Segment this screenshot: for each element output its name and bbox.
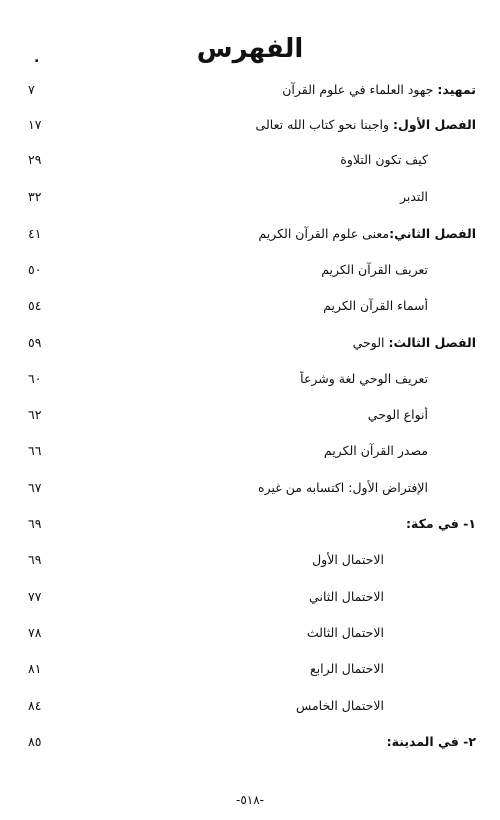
toc-row	[28, 148, 476, 170]
toc-entry	[78, 698, 476, 713]
toc-entry	[78, 516, 476, 531]
toc-entry	[78, 625, 476, 640]
toc-entry	[78, 189, 476, 204]
entry-text: واجبنا نحو كتاب الله تعالى	[255, 116, 393, 132]
page-number: ٨٥	[28, 733, 42, 749]
page-number: ٦٧	[28, 479, 42, 495]
entry-text: الإفتراض الأول: اكتسابه من غيره	[258, 479, 428, 495]
entry-text: جهود العلماء في علوم القرآن	[282, 81, 438, 97]
entry-text: الاحتمال الرابع	[310, 660, 384, 676]
page-number: ٨١	[28, 660, 42, 676]
page-number: ٧	[28, 81, 35, 97]
toc-entry	[78, 226, 476, 241]
page-number: ٧٨	[28, 624, 42, 640]
toc-row	[28, 294, 476, 316]
entry-text: أنواع الوحي	[367, 406, 428, 422]
toc-entry	[78, 589, 476, 604]
toc-row	[28, 476, 476, 498]
page-number: ٤١	[28, 225, 42, 241]
page-number: ٣٢	[28, 188, 42, 204]
toc-row	[28, 548, 476, 570]
entry-text: معنى علوم القرآن الكريم	[258, 225, 390, 241]
entry-label: الفصل الثاني:	[389, 225, 476, 241]
entry-label: تمهيد:	[437, 81, 476, 97]
page-number: ٦٦	[28, 442, 42, 458]
toc-entry	[78, 82, 476, 97]
header-dot: .	[34, 50, 40, 66]
entry-text: التدبر	[400, 188, 428, 204]
page-number: ٧٧	[28, 588, 42, 604]
toc-entry	[78, 298, 476, 313]
toc-row	[28, 621, 476, 643]
toc-row	[28, 439, 476, 461]
page-number: ٦٩	[28, 515, 42, 531]
page-number: ٢٩	[28, 151, 42, 167]
toc-entry	[78, 661, 476, 676]
entry-text: كيف تكون التلاوة	[340, 151, 428, 167]
entry-text: أسماء القرآن الكريم	[323, 297, 428, 313]
page-number: ٥٤	[28, 297, 42, 313]
toc-row	[28, 657, 476, 679]
toc-entry	[78, 552, 476, 567]
toc-entry	[78, 152, 476, 167]
entry-label: ٢- في المدينة:	[386, 733, 476, 749]
entry-text: تعريف القرآن الكريم	[321, 261, 428, 277]
entry-label: ١- في مكة:	[406, 515, 476, 531]
entry-text: مصدر القرآن الكريم	[323, 442, 428, 458]
toc-entry	[78, 734, 476, 749]
entry-label: الفصل الثالث:	[388, 334, 476, 350]
toc-row	[28, 730, 476, 752]
toc-entry	[78, 371, 476, 386]
toc-entry	[78, 335, 476, 350]
entry-text: تعريف الوحي لغة وشرعاً	[300, 370, 428, 386]
toc-row	[28, 512, 476, 534]
toc-entry	[78, 443, 476, 458]
page-number: ٥٠	[28, 261, 42, 277]
page-number: ٥٩	[28, 334, 42, 350]
entry-text: الاحتمال الثاني	[309, 588, 384, 604]
page-number: ٦٠	[28, 370, 42, 386]
toc-row	[28, 113, 476, 135]
toc-row	[28, 331, 476, 353]
page-title: الفهرس	[196, 34, 304, 64]
toc-row	[28, 258, 476, 280]
toc-row	[28, 367, 476, 389]
entry-text: الاحتمال الأول	[312, 551, 384, 567]
toc-row	[28, 694, 476, 716]
page-number: ٦٩	[28, 551, 42, 567]
toc-entry	[78, 407, 476, 422]
entry-text: الاحتمال الخامس	[296, 697, 384, 713]
toc-entry	[78, 262, 476, 277]
toc-row	[28, 585, 476, 607]
toc-row	[28, 222, 476, 244]
toc-entry	[78, 480, 476, 495]
page-number: ٨٤	[28, 697, 42, 713]
toc-row	[28, 185, 476, 207]
toc-entry	[78, 117, 476, 132]
page-footer-number: -٥١٨-	[235, 793, 265, 807]
entry-label: الفصل الأول:	[392, 116, 476, 132]
page-number: ٦٢	[28, 406, 42, 422]
page-number: ١٧	[28, 116, 42, 132]
toc-row	[28, 403, 476, 425]
entry-text: الوحي	[352, 334, 389, 350]
toc-row	[28, 78, 476, 100]
entry-text: الاحتمال الثالث	[306, 624, 384, 640]
